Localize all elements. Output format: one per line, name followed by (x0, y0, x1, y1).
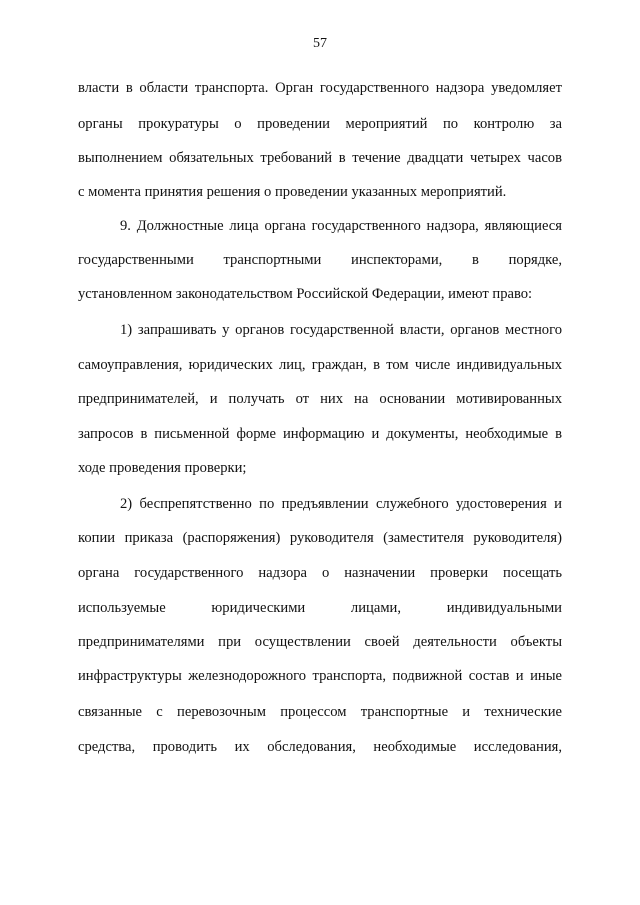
text-line: запросов в письменной форме информацию и документы, необходимые в (78, 426, 562, 442)
text-line: государственными транспортными инспекторами, в порядке, (78, 252, 562, 268)
text-line: связанные с перевозочным процессом транспортные и технические (78, 704, 562, 720)
text-line: 9. Должностные лица органа государственного надзора, являющиеся (120, 218, 562, 234)
text-line: используемые юридическими лицами, индивидуальными (78, 600, 562, 616)
text-line: власти в области транспорта. Орган государственного надзора уведомляет (78, 80, 562, 96)
text-line: 1) запрашивать у органов государственной власти, органов местного (120, 322, 562, 338)
text-line: копии приказа (распоряжения) руководителя (заместителя руководителя) (78, 530, 562, 546)
text-line: предпринимателей, и получать от них на основании мотивированных (78, 391, 562, 407)
text-line: органа государственного надзора о назначении проверки посещать (78, 565, 562, 581)
text-line: ходе проведения проверки; (78, 460, 247, 476)
text-line: установленном законодательством Российской Федерации, имеют право: (78, 286, 533, 302)
text-line: средства, проводить их обследования, необходимые исследования, (78, 739, 562, 755)
text-line: инфраструктуры железнодорожного транспорта, подвижной состав и иные (78, 668, 562, 684)
text-line: органы прокуратуры о проведении мероприятий по контролю за (78, 116, 562, 132)
page-number: 57 (313, 36, 327, 51)
text-line: с момента принятия решения о проведении указанных мероприятий. (78, 184, 507, 200)
text-line: 2) беспрепятственно по предъявлении служебного удостоверения и (120, 496, 562, 512)
text-line: выполнением обязательных требований в течение двадцати четырех часов (78, 150, 562, 166)
text-line: предпринимателями при осуществлении своей деятельности объекты (78, 634, 562, 650)
text-line: самоуправления, юридических лиц, граждан, в том числе индивидуальных (78, 357, 562, 373)
